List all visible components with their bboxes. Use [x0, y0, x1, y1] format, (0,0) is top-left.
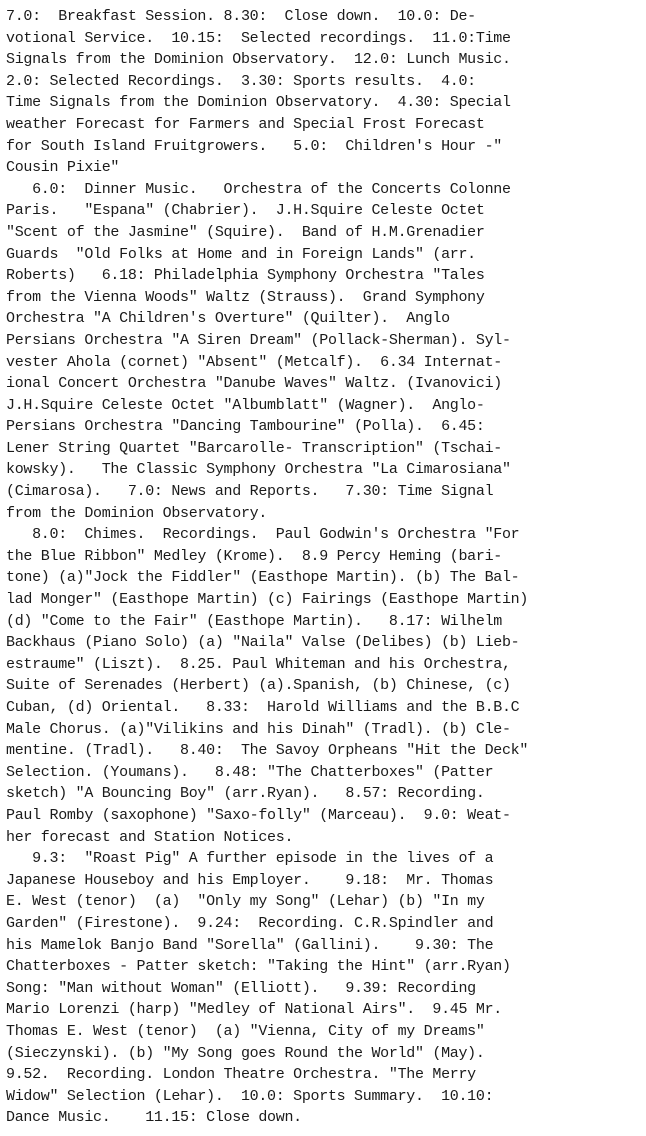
text-line: 7.0: Breakfast Session. 8.30: Close down. 10.0: De-	[6, 8, 476, 25]
text-line: E. West (tenor) (a) "Only my Song" (Lehar) (b) "In my	[6, 893, 485, 911]
text-line: Lener String Quartet "Barcarolle- Transcription" (Tschai-	[6, 439, 502, 457]
text-line: ional Concert Orchestra "Danube Waves" Waltz. (Ivanovici)	[6, 375, 502, 393]
text-line: 9.52. Recording. London Theatre Orchestra. "The Merry	[6, 1066, 476, 1084]
text-line: vester Ahola (cornet) "Absent" (Metcalf). 6.34 Internat-	[6, 353, 502, 371]
text-line: Persians Orchestra "A Siren Dream" (Pollack-Sherman). Syl-	[6, 331, 511, 349]
text-line: Mario Lorenzi (harp) "Medley of National Airs". 9.45 Mr.	[6, 1001, 502, 1019]
text-line: sketch) "A Bouncing Boy" (arr.Ryan). 8.57: Recording.	[6, 785, 485, 803]
text-line: Persians Orchestra "Dancing Tambourine" (Polla). 6.45:	[6, 418, 485, 436]
text-line: "Scent of the Jasmine" (Squire). Band of H.M.Grenadier	[6, 223, 485, 241]
text-line: Chatterboxes - Patter sketch: "Taking the Hint" (arr.Ryan)	[6, 958, 511, 976]
text-line: for South Island Fruitgrowers. 5.0: Children's Hour -"	[6, 137, 502, 155]
text-line: Paul Romby (saxophone) "Saxo-folly" (Marceau). 9.0: Weat-	[6, 806, 511, 824]
typed-programme-page	[6, 6, 642, 1132]
text-line: tone) (a)"Jock the Fiddler" (Easthope Martin). (b) The Bal-	[6, 569, 520, 587]
text-line: from the Dominion Observatory.	[6, 504, 268, 522]
text-line: Roberts) 6.18: Philadelphia Symphony Orchestra "Tales	[6, 267, 485, 285]
text-line: 6.0: Dinner Music. Orchestra of the Concerts Colonne	[6, 180, 511, 198]
text-line: 9.3: "Roast Pig" A further episode in the lives of a	[6, 850, 494, 868]
text-line: Male Chorus. (a)"Vilikins and his Dinah" (Tradl). (b) Cle-	[6, 720, 511, 738]
text-line: Cousin Pixie"	[6, 159, 120, 177]
text-line: weather Forecast for Farmers and Special Frost Forecast	[6, 115, 485, 133]
text-line: Dance Music. 11.15: Close down.	[6, 1109, 302, 1127]
text-line: Thomas E. West (tenor) (a) "Vienna, City of my Dreams"	[6, 1022, 485, 1040]
text-line: Selection. (Youmans). 8.48: "The Chatterboxes" (Patter	[6, 763, 494, 781]
text-line: lad Monger" (Easthope Martin) (c) Fairings (Easthope Martin)	[6, 591, 529, 609]
text-line: (Cimarosa). 7.0: News and Reports. 7.30: Time Signal	[6, 483, 494, 501]
text-line: the Blue Ribbon" Medley (Krome). 8.9 Percy Heming (bari-	[6, 547, 502, 565]
text-line: Backhaus (Piano Solo) (a) "Naila" Valse (Delibes) (b) Lieb-	[6, 634, 520, 652]
text-line: Suite of Serenades (Herbert) (a).Spanish, (b) Chinese, (c)	[6, 677, 511, 695]
text-line: Widow" Selection (Lehar). 10.0: Sports Summary. 10.10:	[6, 1087, 494, 1105]
text-line: estraume" (Liszt). 8.25. Paul Whiteman and his Orchestra,	[6, 655, 511, 673]
text-line: Song: "Man without Woman" (Elliott). 9.39: Recording	[6, 979, 476, 997]
text-line: Japanese Houseboy and his Employer. 9.18: Mr. Thomas	[6, 871, 494, 889]
text-line: Signals from the Dominion Observatory. 12.0: Lunch Music.	[6, 51, 511, 69]
text-line: his Mamelok Banjo Band "Sorella" (Gallini). 9.30: The	[6, 936, 494, 954]
text-line: Cuban, (d) Oriental. 8.33: Harold Williams and the B.B.C	[6, 699, 520, 716]
text-line: Guards "Old Folks at Home and in Foreign Lands" (arr.	[6, 245, 476, 263]
text-line: (d) "Come to the Fair" (Easthope Martin). 8.17: Wilhelm	[6, 612, 502, 630]
text-line: Paris. "Espana" (Chabrier). J.H.Squire Celeste Octet	[6, 202, 485, 220]
text-line: J.H.Squire Celeste Octet "Albumblatt" (Wagner). Anglo-	[6, 396, 485, 414]
text-line: from the Vienna Woods" Waltz (Strauss). Grand Symphony	[6, 288, 485, 306]
text-line: mentine. (Tradl). 8.40: The Savoy Orpheans "Hit the Deck"	[6, 742, 529, 760]
text-line: Orchestra "A Children's Overture" (Quilter). Anglo	[6, 310, 450, 328]
text-line: (Sieczynski). (b) "My Song goes Round the World" (May).	[6, 1044, 485, 1062]
text-line: kowsky). The Classic Symphony Orchestra "La Cimarosiana"	[6, 461, 511, 479]
text-line: her forecast and Station Notices.	[6, 828, 294, 846]
text-line: Time Signals from the Dominion Observatory. 4.30: Special	[6, 94, 511, 112]
text-line: Garden" (Firestone). 9.24: Recording. C.R.Spindler and	[6, 914, 494, 932]
text-line: 8.0: Chimes. Recordings. Paul Godwin's Orchestra "For	[6, 526, 520, 544]
text-line: votional Service. 10.15: Selected recordings. 11.0:Time	[6, 29, 511, 47]
text-line: 2.0: Selected Recordings. 3.30: Sports results. 4.0:	[6, 72, 476, 90]
